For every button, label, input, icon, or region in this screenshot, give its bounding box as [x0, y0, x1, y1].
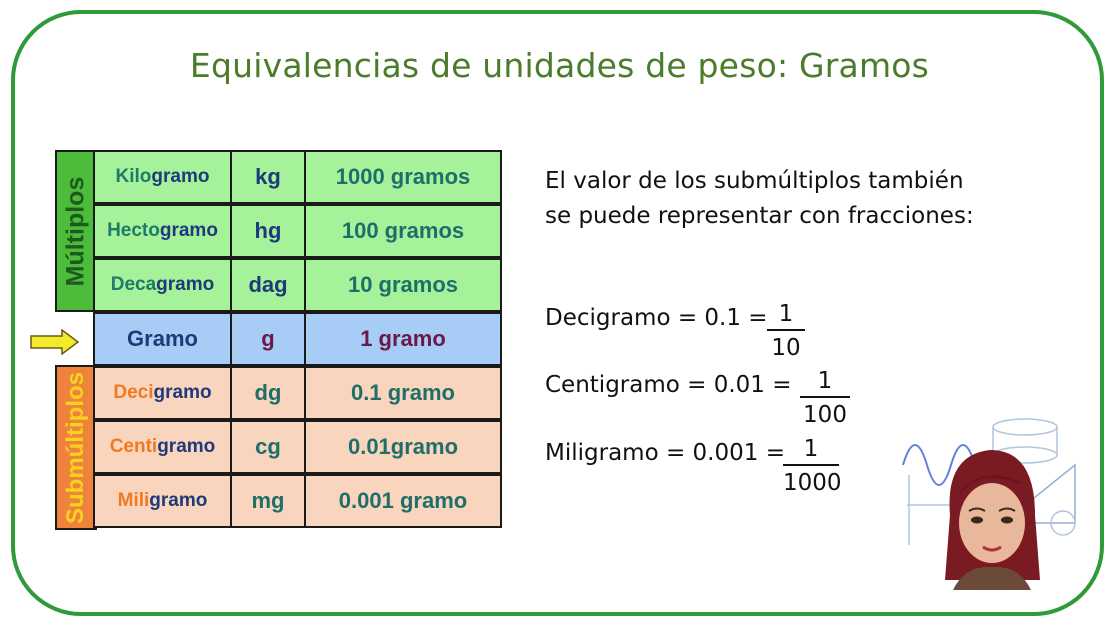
table-row [95, 258, 502, 312]
unit-name-cell [93, 204, 232, 258]
unit-equivalence: 0.001 gramo [304, 474, 502, 528]
arrow-right-icon [30, 329, 80, 355]
page-title: Equivalencias de unidades de peso: Gramos [189, 46, 930, 85]
unit-symbol: g [230, 312, 306, 366]
fraction-denominator: 1000 [783, 470, 842, 496]
table-row [95, 150, 502, 204]
unit-base: gramo [151, 166, 210, 187]
unit-name-cell [93, 474, 232, 528]
fraction-numerator: 1 [767, 301, 805, 331]
unit-base: gramo [153, 382, 212, 403]
unit-symbol: cg [230, 420, 306, 474]
unit-base: gramo [156, 274, 215, 295]
unit-base: gramo [159, 220, 218, 241]
submultiples-label-cell [55, 365, 97, 530]
unit-symbol: hg [230, 204, 306, 258]
unit-prefix: Hecto [107, 220, 160, 241]
unit-symbol: dg [230, 366, 306, 420]
table-row [95, 204, 502, 258]
fraction-numerator: 1 [783, 436, 839, 466]
unit-base: gramo [157, 436, 216, 457]
multiples-label: Múltiplos [61, 176, 90, 286]
equation-text: Centigramo = 0.01 = [545, 372, 792, 398]
submultiples-label: Submúltiplos [62, 371, 89, 524]
fraction [783, 436, 842, 496]
unit-name-cell [93, 366, 232, 420]
equation-text: Decigramo = 0.1 = [545, 305, 768, 331]
unit-prefix: Centi [109, 436, 158, 457]
unit-name-cell [93, 312, 232, 366]
unit-symbol: dag [230, 258, 306, 312]
unit-symbol: kg [230, 150, 306, 204]
description-text: El valor de los submúltiplos también se puede representar con fracciones: [545, 168, 974, 229]
unit-prefix: Deci [113, 382, 154, 403]
fraction-numerator: 1 [800, 368, 850, 398]
unit-name-cell [93, 420, 232, 474]
unit-equivalence: 0.1 gramo [304, 366, 502, 420]
unit-equivalence: 10 gramos [304, 258, 502, 312]
unit-symbol: mg [230, 474, 306, 528]
unit-name-cell [93, 150, 232, 204]
unit-base: Gramo [127, 326, 198, 351]
table-row [95, 366, 502, 420]
table-row [95, 420, 502, 474]
unit-equivalence: 1000 gramos [304, 150, 502, 204]
equation-text: Miligramo = 0.001 = [545, 440, 785, 466]
unit-prefix: Kilo [115, 166, 152, 187]
unit-equivalence: 100 gramos [304, 204, 502, 258]
table-row [95, 474, 502, 528]
fraction [767, 301, 805, 361]
unit-equivalence: 1 gramo [304, 312, 502, 366]
multiples-label-cell [55, 150, 97, 312]
fraction-denominator: 100 [803, 402, 847, 428]
unit-prefix: Mili [117, 490, 150, 511]
unit-equivalence: 0.01gramo [304, 420, 502, 474]
table-row [95, 312, 502, 366]
unit-name-cell [93, 258, 232, 312]
unit-prefix: Deca [110, 274, 157, 295]
teacher-avatar-icon [895, 405, 1095, 590]
unit-base: gramo [149, 490, 208, 511]
fraction [800, 368, 850, 428]
fraction-denominator: 10 [771, 335, 801, 361]
